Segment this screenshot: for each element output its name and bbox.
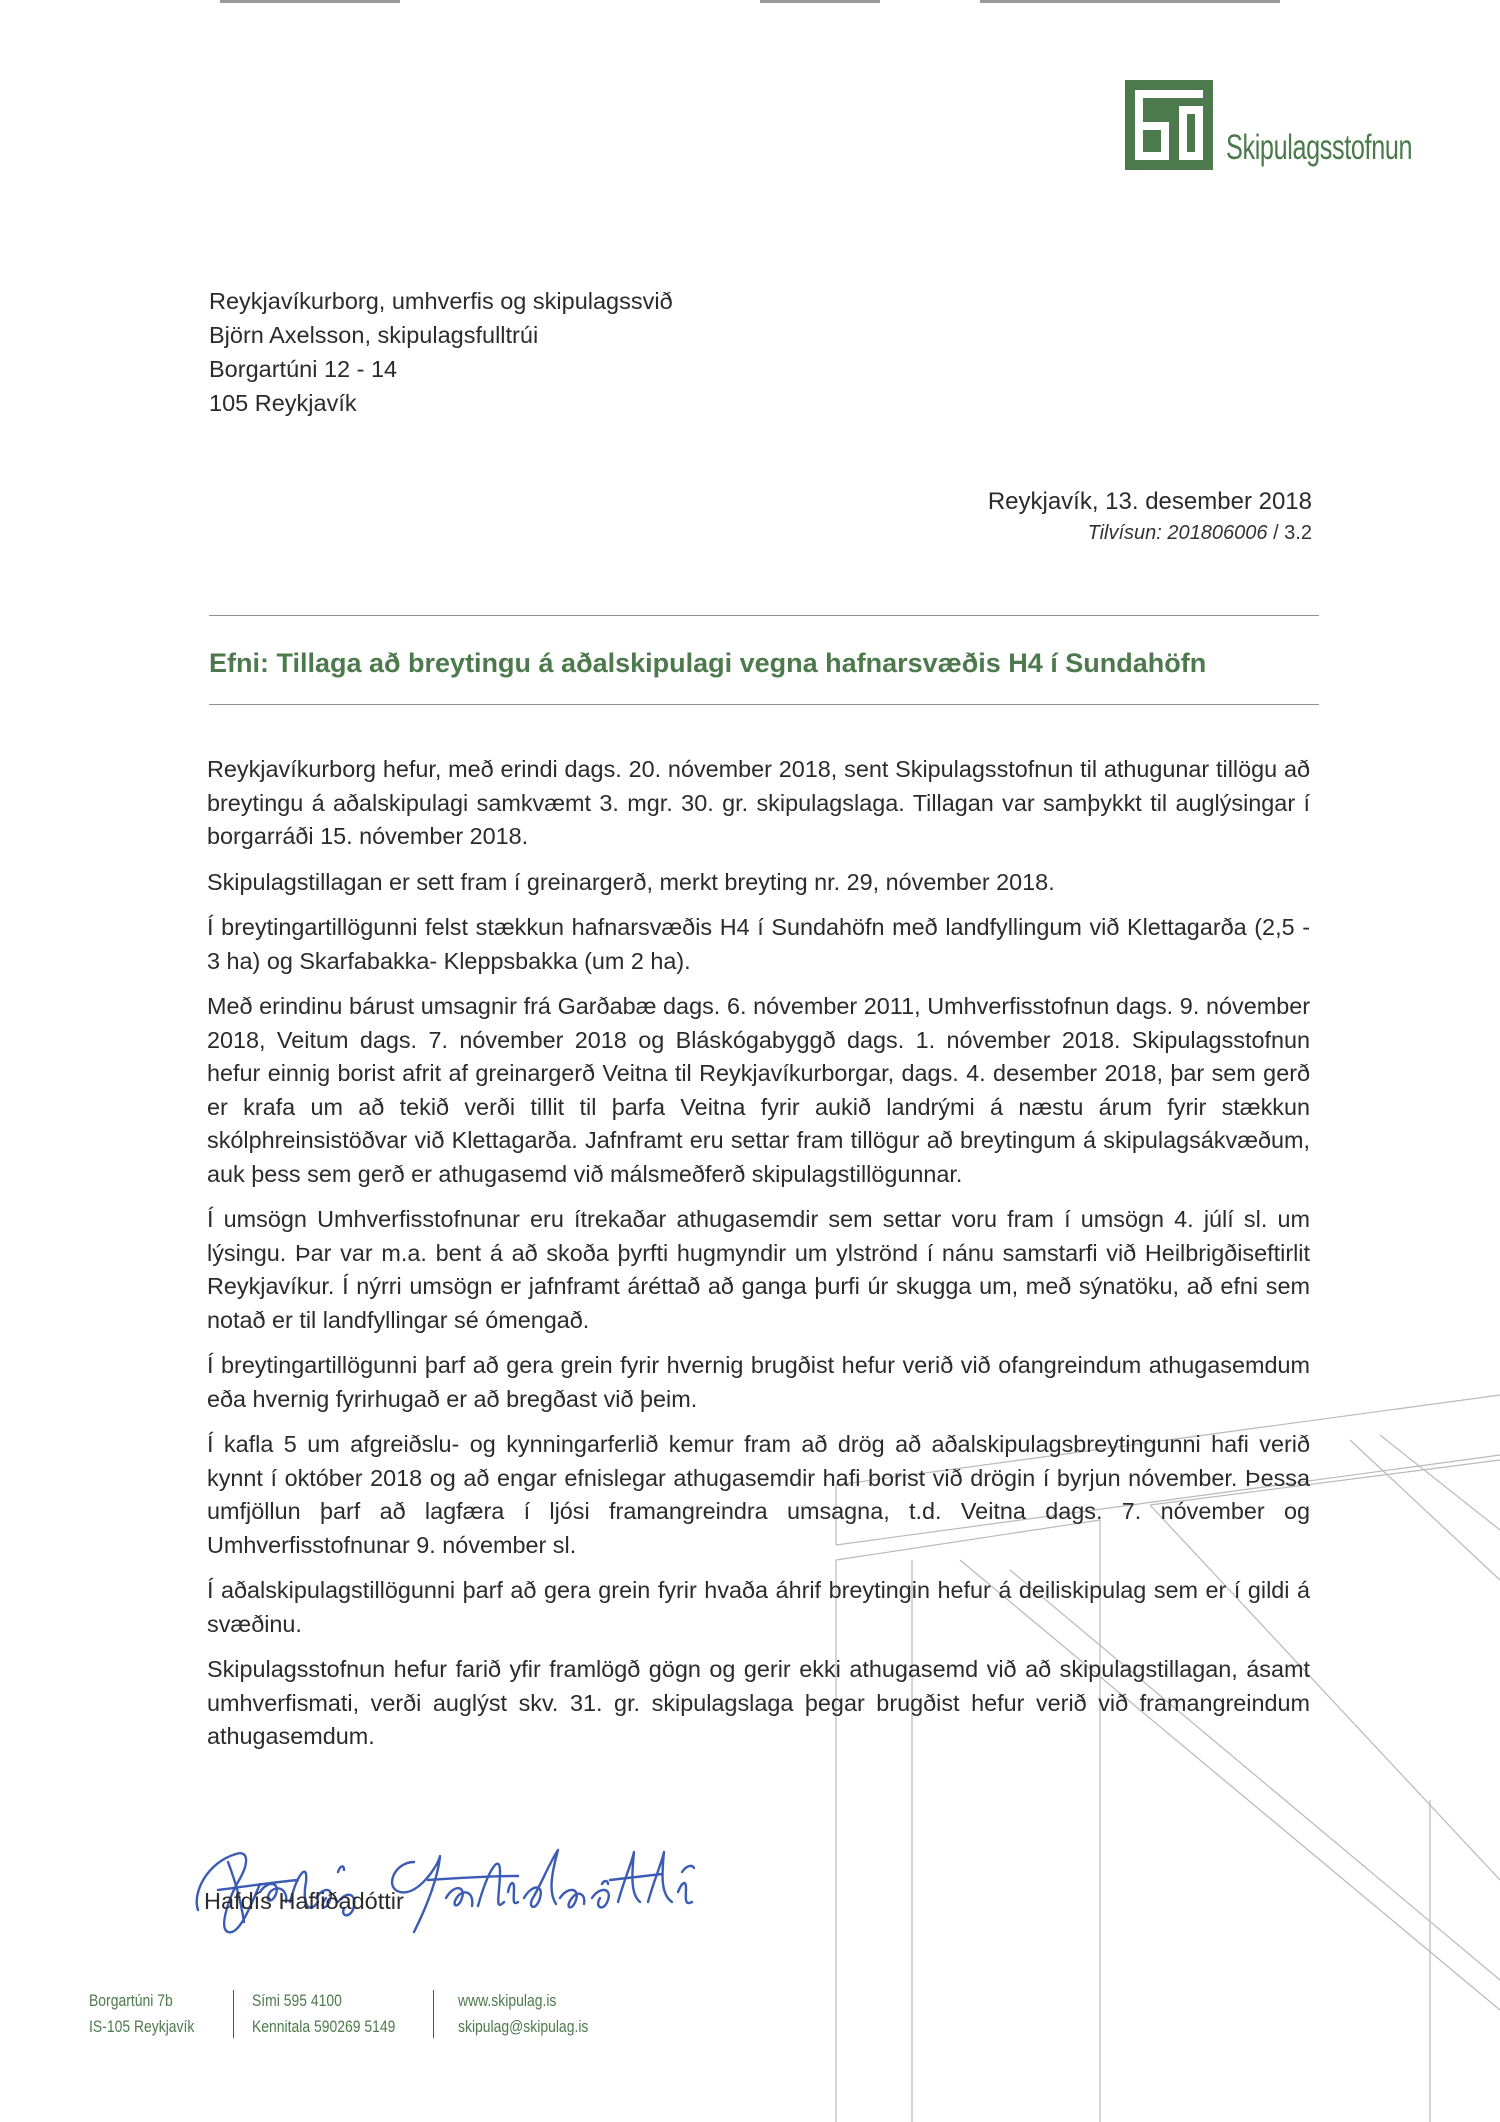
footer-separator bbox=[433, 1990, 434, 2038]
body-paragraph: Í breytingartillögunni felst stækkun hafnarsvæðis H4 í Sundahöfn með landfyllingum við Klettagarða (2,5 - 3 ha) og Skarfabakka- Kleppsbakka (um 2 ha). bbox=[207, 914, 1310, 974]
footer-separator bbox=[233, 1990, 234, 2038]
scan-artifact bbox=[220, 0, 400, 3]
reference-number bbox=[1088, 522, 1312, 545]
body-paragraph: Með erindinu bárust umsagnir frá Garðabæ dags. 6. nóvember 2011, Umhverfisstofnun dags. 9. nóvember 2018, Veitum dags. 7. nóvember 2018 og Bláskógabyggð dags. 1. nóvember 2018. Skipulagsstofnun hefur einnig borist afrit af greinargerð Veitna til Reykjavíkurborgar, dags. 4. desember 2018, þar sem gerð er krafa um að tekið verði tillit til þarfa Veitna fyrir aukið landrými á næstu árum fyrir stækkun skólphreinsistöðvar við Klettagarða. Jafnframt eru settar fram tillögur að breytingum á skipulagsákvæðum, auk þess sem gerð er athugasemd við málsmeðferð skipulagstillögunnar. bbox=[207, 993, 1310, 1187]
body-paragraph: Í umsögn Umhverfisstofnunar eru ítrekaðar athugasemdir sem settar voru fram í umsögn 4. júlí sl. um lýsingu. Þar var m.a. bent á að skoða þyrfti hugmyndir um ylströnd í nánu samstarfi við Heilbrigðiseftirlit Reykjavíkur. Í nýrri umsögn er jafnframt áréttað að ganga þurfi úr skugga um, með sýnatöku, að efni sem notað er til landfyllingar sé ómengað. bbox=[207, 1206, 1310, 1333]
recipient-address bbox=[209, 284, 673, 420]
body-paragraph: Skipulagstillagan er sett fram í greinargerð, merkt breyting nr. 29, nóvember 2018. bbox=[207, 868, 1055, 895]
logo-wordmark: Skipulagsstofnun bbox=[1226, 128, 1413, 167]
body-paragraph: Skipulagsstofnun hefur farið yfir framlögð gögn og gerir ekki athugasemd við að skipulagstillagan, ásamt umhverfismati, verði auglýst skv. 31. gr. skipulagslaga þegar brugðist hefur verið við framangreindum athugasemdum. bbox=[207, 1656, 1310, 1749]
subject-rule-bottom bbox=[209, 704, 1319, 705]
footer-contact bbox=[252, 1988, 395, 2040]
logo-mark-icon bbox=[1125, 80, 1213, 170]
footer-website-link[interactable]: www.skipulag.is bbox=[458, 1991, 557, 2010]
signer-name: Hafdís Hafliðadóttir bbox=[204, 1888, 404, 1914]
reference-label: Tilvísun: 201806006 bbox=[1087, 522, 1268, 544]
letter-date: Reykjavík, 13. desember 2018 bbox=[987, 488, 1312, 515]
footer-web bbox=[458, 1988, 588, 2040]
body-paragraph: Í kafla 5 um afgreiðslu- og kynningarferlið kemur fram að drög að aðalskipulagsbreytingunni hafi verið kynnt í október 2018 og að engar efnislegar athugasemdir hafi borist við drögin í byrjun nóvember. Þessa umfjöllun þarf að lagfæra í ljósi framangreindra umsagna, t.d. Veitna dags. 7. nóvember og Umhverfisstofnunar 9. nóvember sl. bbox=[207, 1431, 1310, 1558]
letter-body bbox=[207, 753, 1310, 1766]
address-line: 105 Reykjavík bbox=[209, 390, 357, 416]
footer-line: Kennitala 590269 5149 bbox=[252, 2017, 396, 2036]
reference-suffix: / 3.2 bbox=[1267, 522, 1312, 544]
body-paragraph: Í aðalskipulagstillögunni þarf að gera grein fyrir hvaða áhrif breytingin hefur á deiliskipulag sem er í gildi á svæðinu. bbox=[207, 1577, 1310, 1637]
body-paragraph: Í breytingartillögunni þarf að gera grein fyrir hvernig brugðist hefur verið við ofangreindum athugasemdum eða hvernig fyrirhugað er að bregðast við þeim. bbox=[207, 1352, 1310, 1412]
footer-line: Borgartúni 7b bbox=[89, 1991, 173, 2010]
skipulagsstofnun-logo bbox=[1125, 80, 1415, 172]
footer-line: IS-105 Reykjavík bbox=[89, 2017, 195, 2036]
footer-email-link[interactable]: skipulag@skipulag.is bbox=[458, 2017, 589, 2036]
address-line: Borgartúni 12 - 14 bbox=[209, 356, 398, 382]
handwritten-signature bbox=[188, 1832, 728, 1942]
footer-line: Sími 595 4100 bbox=[252, 1991, 342, 2010]
subject-rule-top bbox=[209, 615, 1319, 616]
footer-address bbox=[89, 1988, 194, 2040]
scan-artifact bbox=[980, 0, 1280, 3]
address-line: Björn Axelsson, skipulagsfulltrúi bbox=[209, 322, 539, 348]
address-line: Reykjavíkurborg, umhverfis og skipulagssvið bbox=[209, 288, 673, 314]
subject-heading: Efni: Tillaga að breytingu á aðalskipulagi vegna hafnarsvæðis H4 í Sundahöfn bbox=[209, 648, 1207, 678]
scan-artifact bbox=[760, 0, 880, 3]
body-paragraph: Reykjavíkurborg hefur, með erindi dags. 20. nóvember 2018, sent Skipulagsstofnun til athugunar tillögu að breytingu á aðalskipulagi samkvæmt 3. mgr. 30. gr. skipulagslaga. Tillagan var samþykkt til auglýsingar í borgarráði 15. nóvember 2018. bbox=[207, 756, 1310, 849]
